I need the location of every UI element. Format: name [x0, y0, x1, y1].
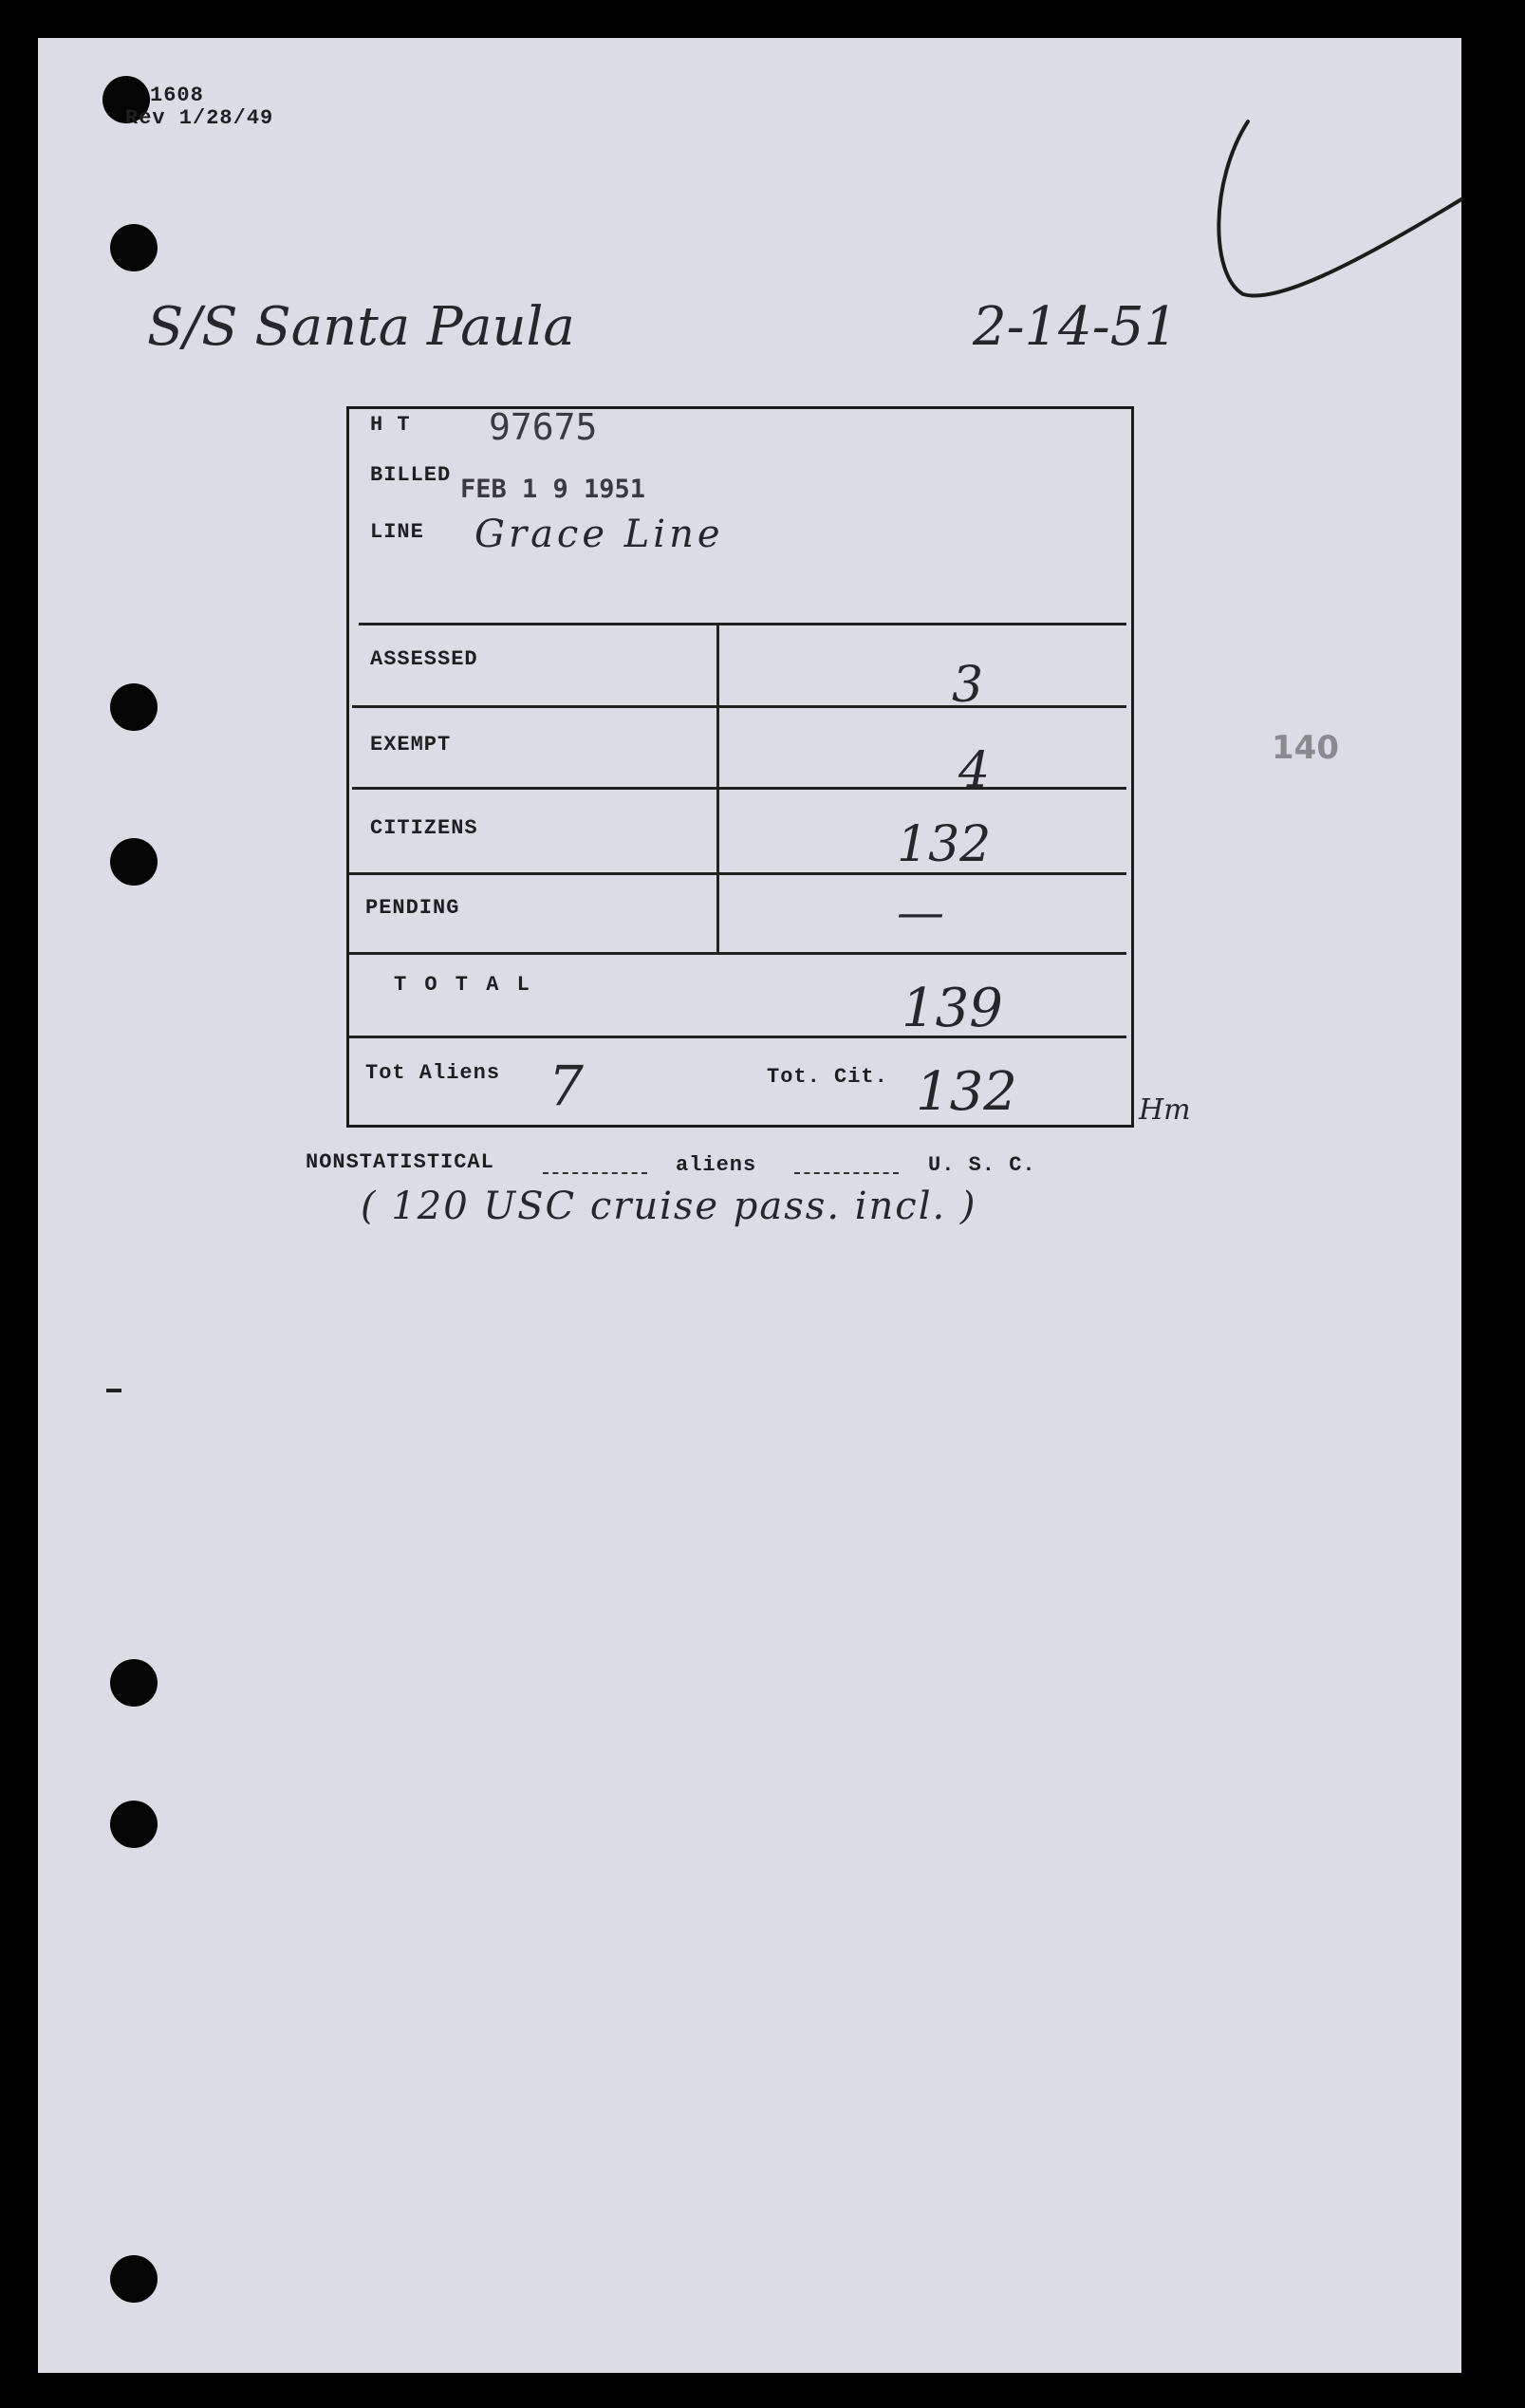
vessel-name: S/S Santa Paula [147, 296, 575, 358]
binder-hole [110, 224, 158, 271]
form-revision: Rev 1/28/49 [125, 106, 274, 130]
divider [352, 705, 1126, 708]
tot-cit-label: Tot. Cit. [767, 1065, 888, 1089]
margin-mark [106, 1389, 121, 1392]
manifest-form [346, 406, 1134, 1128]
document-page [38, 38, 1461, 2373]
divider [359, 623, 1126, 625]
billed-label: BILLED [370, 463, 452, 487]
assessed-value: 3 [952, 657, 984, 714]
clerk-initials: Hm [1139, 1093, 1191, 1127]
binder-hole [110, 838, 158, 886]
form-number: 1608 [150, 84, 204, 107]
pending-value: — [897, 885, 944, 940]
exempt-value: 4 [958, 742, 991, 799]
total-label: T O T A L [394, 973, 532, 997]
page-number: 140 [1272, 729, 1339, 767]
line-value: Grace Line [474, 513, 724, 556]
binder-hole [110, 2255, 158, 2303]
aliens-label: aliens [676, 1153, 757, 1177]
nonstatistical-note: ( 120 USC cruise pass. incl. ) [361, 1185, 977, 1228]
check-mark [1191, 114, 1476, 342]
binder-hole [110, 683, 158, 731]
arrival-date: 2-14-51 [973, 296, 1178, 358]
citizens-label: CITIZENS [370, 816, 478, 840]
citizens-value: 132 [897, 816, 992, 873]
binder-hole [110, 1801, 158, 1848]
pending-label: PENDING [365, 896, 460, 920]
blank-line [794, 1172, 899, 1174]
divider [349, 952, 1126, 955]
divider [349, 1036, 1126, 1038]
binder-hole [110, 1659, 158, 1707]
nonstatistical-label: NONSTATISTICAL [306, 1150, 494, 1174]
usc-label: U. S. C. [928, 1153, 1036, 1177]
total-value: 139 [902, 978, 1003, 1039]
divider [352, 787, 1126, 790]
ht-label: H T [370, 413, 411, 437]
blank-line [543, 1172, 647, 1174]
tot-aliens-value: 7 [549, 1054, 584, 1118]
line-label: LINE [370, 520, 424, 544]
billed-stamp: FEB 1 9 1951 [460, 475, 646, 504]
tot-cit-value: 132 [916, 1061, 1017, 1123]
divider [349, 872, 1126, 875]
assessed-label: ASSESSED [370, 647, 478, 671]
tot-aliens-label: Tot Aliens [365, 1061, 501, 1085]
exempt-label: EXEMPT [370, 733, 452, 756]
column-divider [716, 625, 719, 954]
ht-number: 97675 [489, 406, 598, 448]
